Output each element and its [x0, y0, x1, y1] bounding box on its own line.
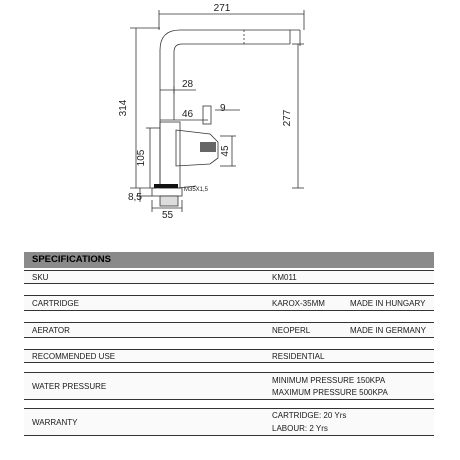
- spec-value: KAROX-35MM: [272, 299, 325, 308]
- spec-row-recommended-use: [24, 349, 434, 363]
- tap-base: [152, 188, 182, 196]
- spec-row-aerator: [24, 322, 434, 338]
- spec-label: CARTRIDGE: [32, 299, 79, 308]
- dim-label-spout-diameter: 28: [182, 79, 194, 90]
- spec-label: WATER PRESSURE: [32, 382, 107, 391]
- spec-value: CARTRIDGE: 20 Yrs: [272, 411, 347, 420]
- spec-value: KM011: [272, 273, 297, 282]
- handle-lever: [203, 106, 211, 124]
- spec-row-water-pressure: [24, 372, 434, 400]
- dim-label-base-height: 8,5: [128, 192, 142, 203]
- tap-body: [160, 122, 180, 188]
- spec-label: WARRANTY: [32, 418, 78, 427]
- dim-label-handle-offset: 46: [182, 109, 194, 120]
- base-plate: [154, 184, 178, 188]
- spec-label: RECOMMENDED USE: [32, 352, 116, 361]
- spec-value: MAXIMUM PRESSURE 500KPA: [272, 388, 388, 397]
- spout-outer: [160, 30, 300, 186]
- spec-row-sku: [24, 270, 434, 284]
- spec-label: SKU: [32, 273, 49, 282]
- dim-label-handle-height: 45: [220, 145, 231, 157]
- dim-label-overall-height: 314: [118, 99, 129, 117]
- dim-label-thread: M35X1,5: [184, 187, 209, 193]
- spec-origin: MADE IN HUNGARY: [350, 299, 426, 308]
- dim-label-spout-height: 277: [282, 109, 293, 127]
- spec-value: LABOUR: 2 Yrs: [272, 424, 328, 433]
- specifications-table: [24, 270, 434, 436]
- spec-value: NEOPERL: [272, 326, 311, 335]
- spec-label: AERATOR: [32, 326, 70, 335]
- spec-origin: MADE IN GERMANY: [350, 326, 427, 335]
- specifications-header: SPECIFICATIONS: [24, 252, 434, 268]
- spec-row-warranty: [24, 408, 434, 436]
- dim-label-body-height: 105: [136, 149, 147, 167]
- dim-label-handle-width: 9: [220, 103, 226, 114]
- dim-label-base-diameter: 55: [162, 210, 174, 221]
- spec-row-cartridge: [24, 295, 434, 311]
- dim-label-overall-width: 271: [213, 3, 231, 14]
- spec-value: MINIMUM PRESSURE 150KPA: [272, 376, 386, 385]
- spec-value: RESIDENTIAL: [272, 352, 325, 361]
